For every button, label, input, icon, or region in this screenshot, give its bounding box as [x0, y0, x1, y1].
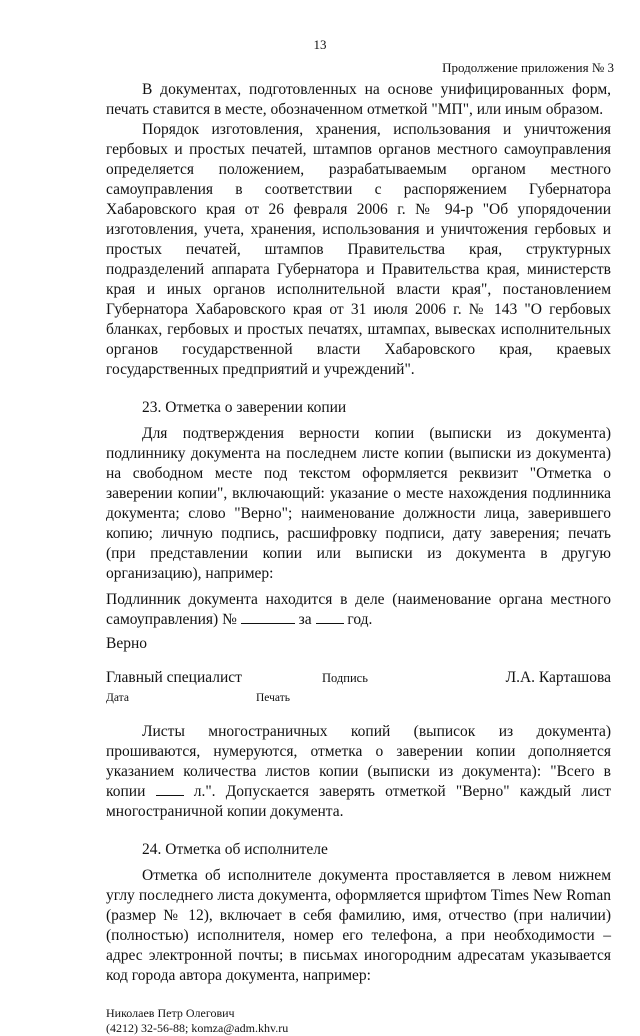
paragraph-stamp-placement: В документах, подготовленных на основе унифицированных форм, печать ставится в месте, обозначенном отметкой "МП", или иным образом.: [106, 81, 611, 118]
date-label: Дата: [106, 692, 129, 704]
executor-name: Николаев Петр Олегович: [106, 1006, 235, 1020]
signature-label: Подпись: [322, 671, 368, 685]
blank-line-number: [241, 611, 295, 624]
appendix-header: Продолжение приложения № 3: [442, 60, 614, 75]
executor-contact: (4212) 32-56-88; komza@adm.khv.ru: [106, 1021, 289, 1035]
page-number: 13: [313, 37, 327, 52]
signer-position: Главный специалист: [106, 669, 242, 686]
section-heading-24: 24. Отметка об исполнителе: [142, 841, 328, 858]
multipage-text-a: Листы многостраничных копий (выписок из документа) прошиваются, нумеруются, отметка о заверении копии дополняется указанием количества листов копии (выписки из документа): "Всего в копии: [106, 723, 611, 800]
example-text-b: за: [298, 611, 312, 628]
date-stamp-row: [106, 690, 611, 708]
signer-name: Л.А. Карташова: [505, 669, 611, 686]
example-text-c: год.: [347, 611, 373, 628]
signature-row: [106, 668, 611, 690]
verno-label: Верно: [106, 635, 148, 652]
paragraph-stamp-procedure: Порядок изготовления, хранения, использования и уничтожения гербовых и простых печатей, штампов органов местного самоуправления определяется положением, разрабатываемым органом местного самоуправления в соответствии с распоряжением Губернатора Хабаровского края от 26 февраля 2006 г. № 94-р "Об упорядочении изготовления, учета, хранения, использования и уничтожения гербовых и простых печатей, штампов Правительства края, структурных подразделений аппарата Губернатора и Правительства края, министерств края и иных органов исполнительной власти края", постановлением Губернатора Хабаровского края от 31 июля 2006 г. № 143 "О гербовых бланках, гербовых и простых печатях, штампах, вывесках исполнительных органов государственной власти Хабаровского края, краевых государственных предприятий и учреждений".: [106, 121, 611, 378]
document-body: [106, 80, 611, 1036]
blank-line-year: [316, 611, 344, 624]
paragraph-copy-certification: Для подтверждения верности копии (выписки из документа) подлиннику документа на последнем листе копии (выписки из документа) на свободном месте под текстом оформляется реквизит "Отметка о заверении копии", включающий: указание о месте нахождения подлинника документа; слово "Верно"; наименование должности лица, заверившего копию; личную подпись, расшифровку подписи, дату заверения; печать (при представлении копии или выписки из документа в другую организацию), например:: [106, 425, 611, 582]
stamp-label: Печать: [256, 692, 290, 704]
blank-line-sheets: [156, 783, 184, 796]
paragraph-executor-mark: Отметка об исполнителе документа проставляется в левом нижнем углу последнего листа документа, оформляется шрифтом Times New Roman (размер № 12), включает в себя фамилию, имя, отчество (при наличии) (полностью) исполнителя, номер его телефона, а при необходимости – адрес электронной почты; в письмах иногородним адресатам указывается код города автора документа, например:: [106, 867, 611, 984]
paragraph-multipage-copies: [106, 722, 611, 822]
executor-block: [106, 1006, 611, 1036]
example-original-location: [106, 590, 611, 630]
example-text-a: Подлинник документа находится в деле (наименование органа местного самоуправления) №: [106, 591, 611, 628]
multipage-text-b: л.". Допускается заверять отметкой "Верно" каждый лист многостраничной копии документа.: [106, 783, 612, 820]
section-heading-23: 23. Отметка о заверении копии: [142, 399, 347, 416]
